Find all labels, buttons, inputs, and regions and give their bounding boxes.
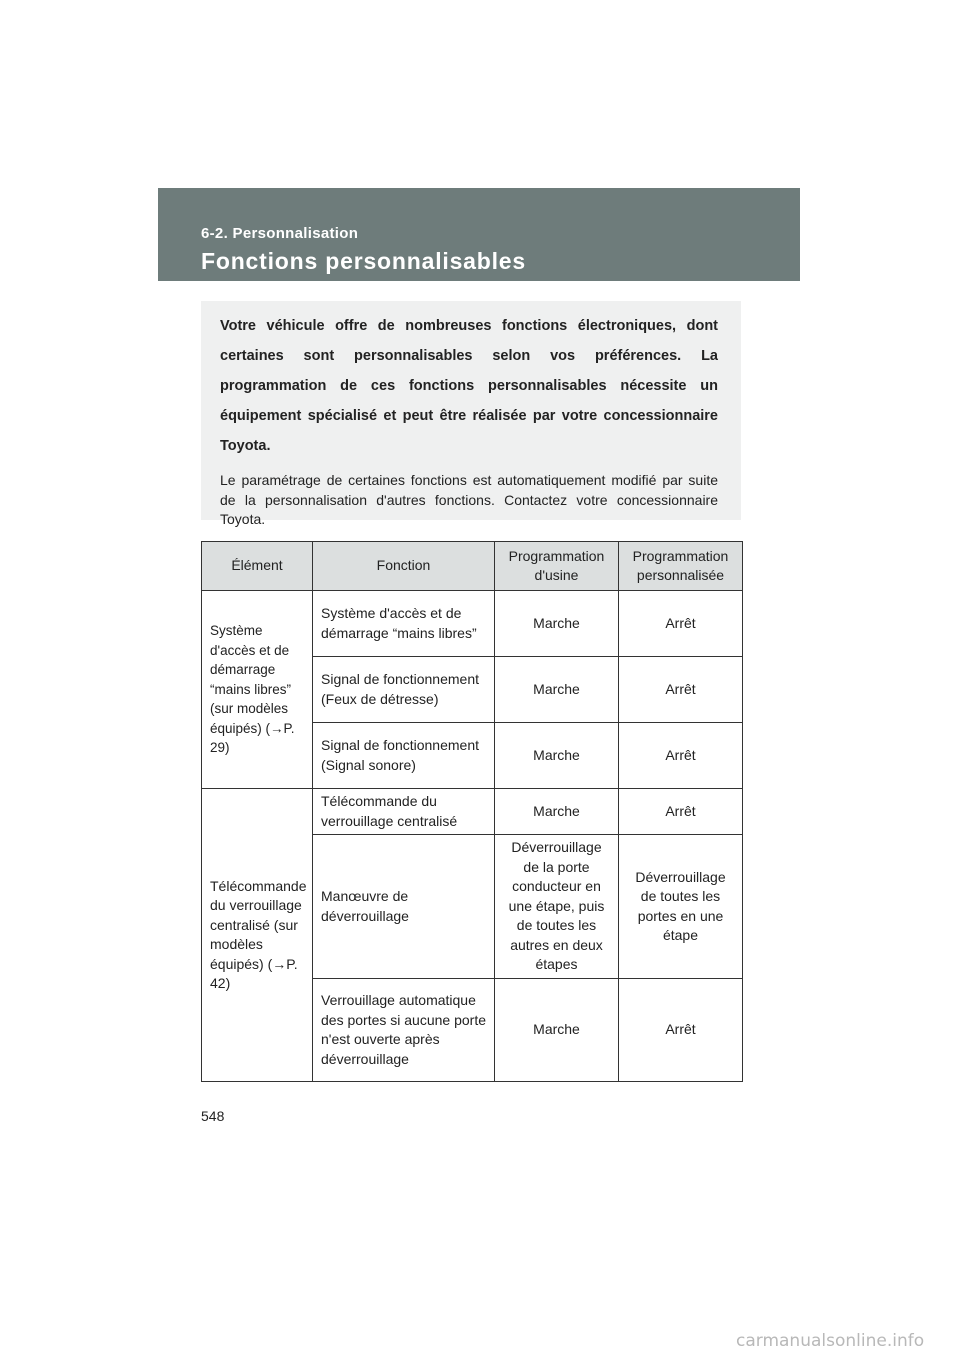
- factory-cell: Marche: [495, 657, 619, 723]
- page-title: Fonctions personnalisables: [201, 248, 526, 274]
- function-cell: Signal de fonctionnement (Feux de détresse): [313, 657, 495, 723]
- factory-cell: Déverrouillage de la porte conducteur en une étape, puis de toutes les autres en deux étapes: [495, 835, 619, 979]
- function-cell: Signal de fonctionnement (Signal sonore): [313, 723, 495, 789]
- page-number: 548: [201, 1108, 225, 1124]
- element-cell: Télécommande du verrouillage centralisé (sur modèles équipés) (→P. 42): [202, 789, 313, 1082]
- custom-cell: Arrêt: [619, 789, 743, 835]
- custom-cell: Arrêt: [619, 657, 743, 723]
- intro-bold-text: Votre véhicule offre de nombreuses fonctions électroniques, dont certaines sont personnalisables selon vos préférences. La programmation de ces fonctions personnalisables nécessite un équipement spécialisé et peut être réalisée par votre concessionnaire Toyota.: [220, 318, 718, 454]
- header-custom: Programmation personnalisée: [619, 542, 743, 591]
- element-cell: Système d'accès et de démarrage “mains libres” (sur modèles équipés) (→P. 29): [202, 591, 313, 789]
- factory-cell: Marche: [495, 979, 619, 1082]
- section-header: [158, 188, 800, 281]
- custom-cell: Déverrouillage de toutes les portes en une étape: [619, 835, 743, 979]
- header-function: Fonction: [313, 542, 495, 591]
- section-label: 6-2. Personnalisation: [201, 225, 359, 242]
- table-row: [202, 591, 743, 657]
- function-cell: Télécommande du verrouillage centralisé: [313, 789, 495, 835]
- table-header-row: [202, 542, 743, 591]
- customization-table: [201, 541, 743, 1082]
- watermark: carmanualsonline.info: [736, 1331, 925, 1351]
- intro-normal-text: Le paramétrage de certaines fonctions est automatiquement modifié par suite de la personnalisation d'autres fonctions. Contactez votre concessionnaire Toyota.: [220, 472, 718, 527]
- custom-cell: Arrêt: [619, 979, 743, 1082]
- custom-cell: Arrêt: [619, 591, 743, 657]
- factory-cell: Marche: [495, 789, 619, 835]
- function-cell: Manœuvre de déverrouillage: [313, 835, 495, 979]
- factory-cell: Marche: [495, 591, 619, 657]
- table-row: [202, 789, 743, 835]
- function-cell: Système d'accès et de démarrage “mains libres”: [313, 591, 495, 657]
- header-factory: Programmation d'usine: [495, 542, 619, 591]
- intro-box: [201, 301, 741, 527]
- header-element: Élément: [202, 542, 313, 591]
- function-cell: Verrouillage automatique des portes si aucune porte n'est ouverte après déverrouillage: [313, 979, 495, 1082]
- custom-cell: Arrêt: [619, 723, 743, 789]
- factory-cell: Marche: [495, 723, 619, 789]
